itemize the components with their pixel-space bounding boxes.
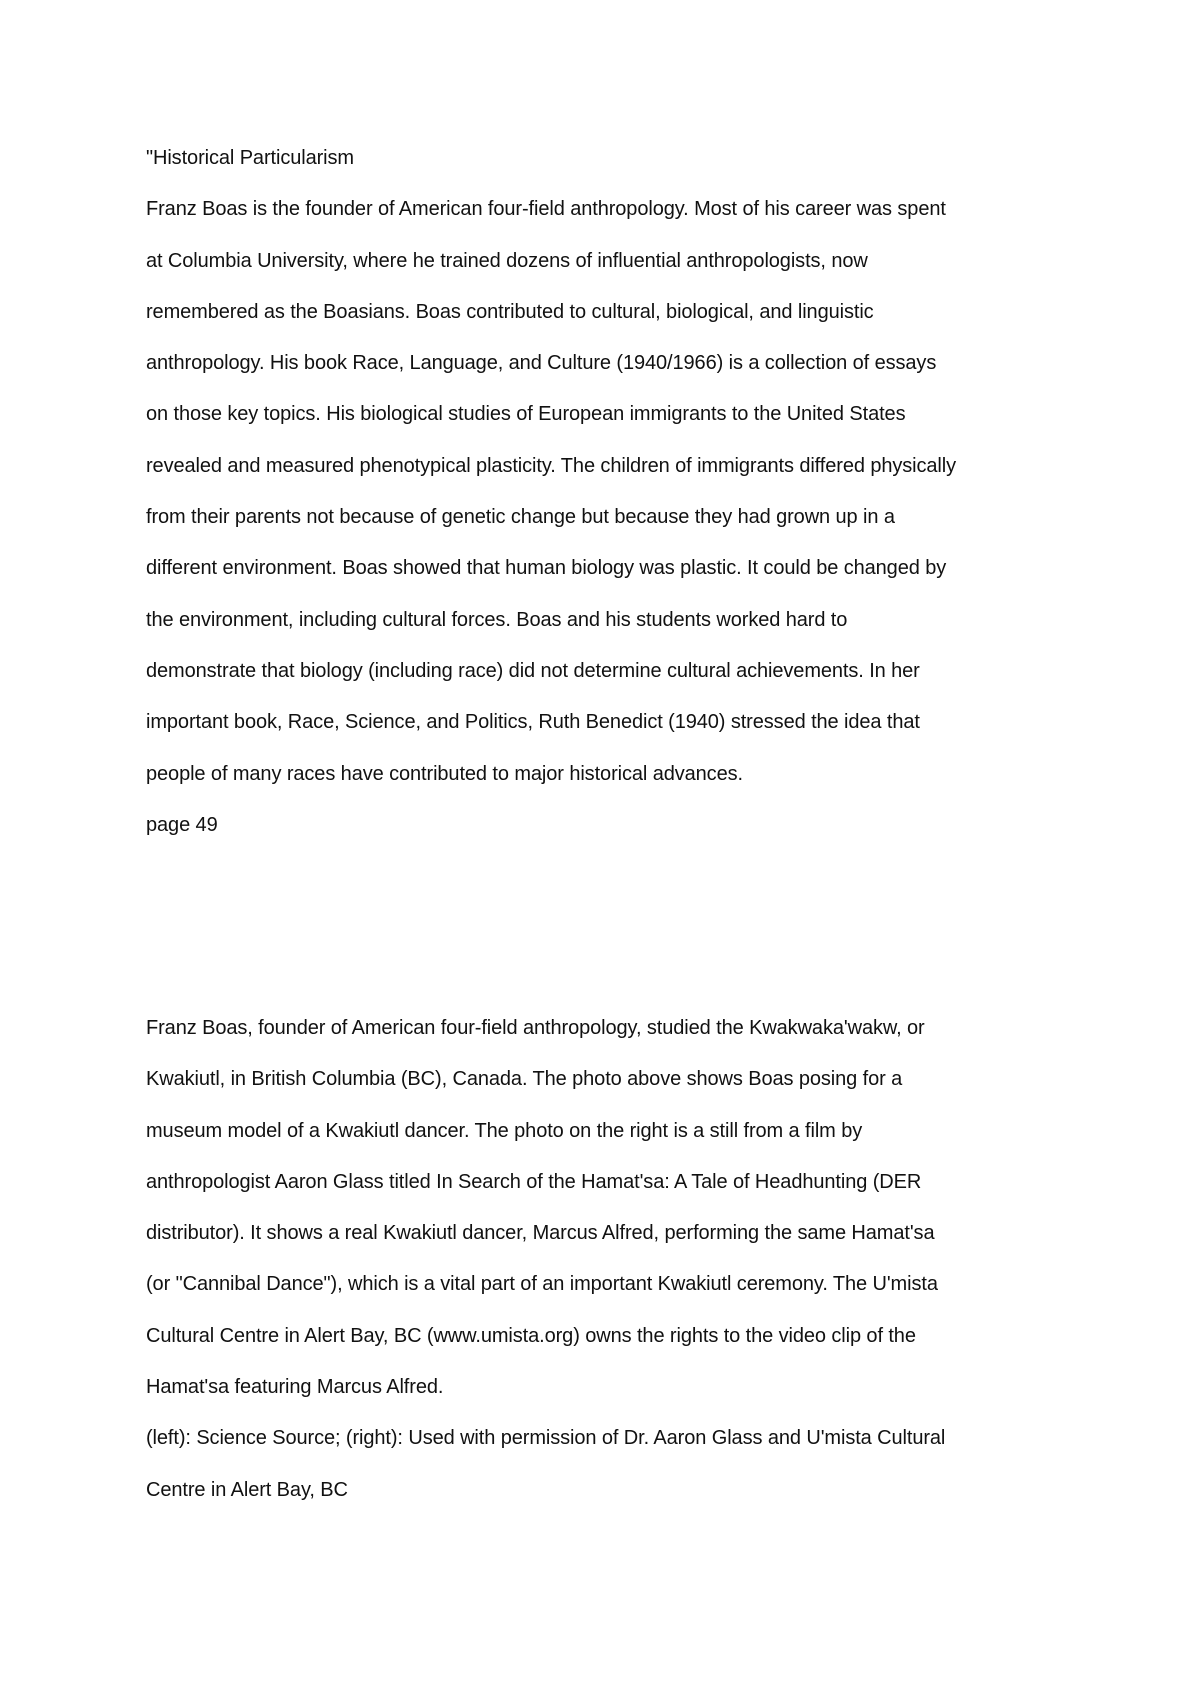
main-text-block bbox=[146, 133, 1066, 851]
paragraph-line: important book, Race, Science, and Politics, Ruth Benedict (1940) stressed the idea that bbox=[146, 711, 920, 734]
paragraph-line: from their parents not because of genetic change but because they had grown up in a bbox=[146, 506, 895, 529]
caption-text-block bbox=[146, 1003, 1066, 1516]
credit-line: (left): Science Source; (right): Used with permission of Dr. Aaron Glass and U'mista Cultural bbox=[146, 1427, 946, 1450]
paragraph-line: people of many races have contributed to major historical advances. bbox=[146, 762, 743, 785]
caption-line: Kwakiutl, in British Columbia (BC), Canada. The photo above shows Boas posing for a bbox=[146, 1068, 903, 1091]
caption-line: anthropologist Aaron Glass titled In Search of the Hamat'sa: A Tale of Headhunting (DER bbox=[146, 1170, 922, 1193]
caption-line: Hamat'sa featuring Marcus Alfred. bbox=[146, 1376, 444, 1399]
paragraph-line: revealed and measured phenotypical plasticity. The children of immigrants differed physically bbox=[146, 454, 957, 477]
paragraph-line: remembered as the Boasians. Boas contributed to cultural, biological, and linguistic bbox=[146, 300, 874, 323]
paragraph-line: anthropology. His book Race, Language, and Culture (1940/1966) is a collection of essays bbox=[146, 352, 937, 375]
paragraph-line: on those key topics. His biological studies of European immigrants to the United States bbox=[146, 403, 906, 426]
credit-line: Centre in Alert Bay, BC bbox=[146, 1478, 348, 1501]
caption-line: (or "Cannibal Dance"), which is a vital part of an important Kwakiutl ceremony. The U'mista bbox=[146, 1273, 938, 1296]
paragraph-line: demonstrate that biology (including race) did not determine cultural achievements. In her bbox=[146, 659, 920, 682]
caption-line: distributor). It shows a real Kwakiutl dancer, Marcus Alfred, performing the same Hamat'sa bbox=[146, 1222, 935, 1245]
caption-line: museum model of a Kwakiutl dancer. The photo on the right is a still from a film by bbox=[146, 1119, 863, 1142]
paragraph-line: Franz Boas is the founder of American four-field anthropology. Most of his career was spent bbox=[146, 198, 946, 221]
paragraph-line: at Columbia University, where he trained dozens of influential anthropologists, now bbox=[146, 249, 868, 272]
caption-line: Franz Boas, founder of American four-field anthropology, studied the Kwakwaka'wakw, or bbox=[146, 1017, 925, 1039]
paragraph-line: the environment, including cultural forces. Boas and his students worked hard to bbox=[146, 608, 848, 631]
page-reference: page 49 bbox=[146, 813, 218, 836]
caption-line: Cultural Centre in Alert Bay, BC (www.umista.org) owns the rights to the video clip of the bbox=[146, 1324, 916, 1347]
section-heading: "Historical Particularism bbox=[146, 147, 354, 169]
paragraph-line: different environment. Boas showed that human biology was plastic. It could be changed by bbox=[146, 557, 947, 580]
